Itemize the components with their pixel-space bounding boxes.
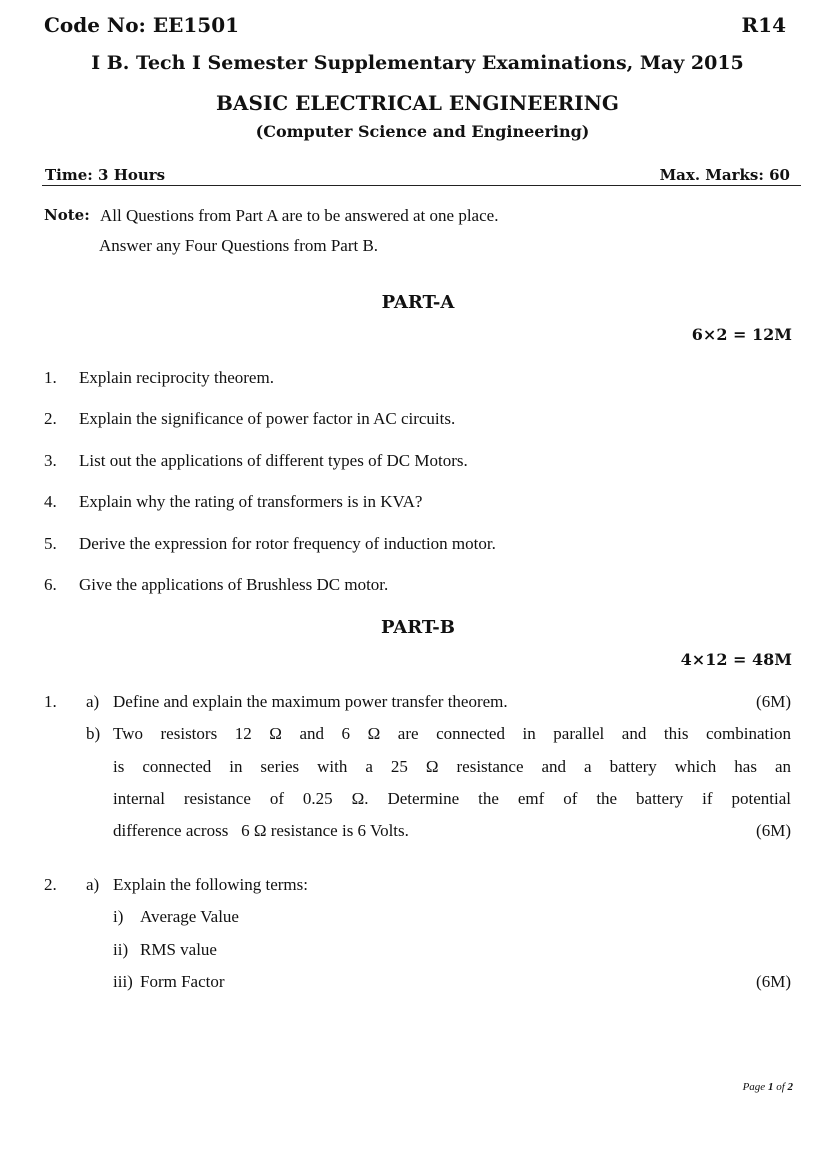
subpart-text: Define and explain the maximum power transfer theorem. [113,692,508,711]
question-number: 1. [44,368,57,387]
question-text: Explain why the rating of transformers is in KVA? [79,492,423,511]
question-number: 1. [44,692,57,711]
subpart-label: a) [86,692,100,711]
question-number: 4. [44,492,57,511]
exam-title: I B. Tech I Semester Supplementary Examinations, May 2015 [91,52,744,74]
part-b-marks: 4×12 = 48M [680,650,792,669]
note-label: Note: [44,206,90,224]
page-number: Page 1 of 2 [742,1081,793,1093]
note-line-2: Answer any Four Questions from Part B. [99,236,379,255]
term-label: iii) [113,972,133,991]
subpart-marks: (6M) [756,692,791,711]
header-divider [42,185,801,186]
question-number: 2. [44,409,57,428]
part-a-title: PART-A [381,292,455,313]
subpart-text-line: is connected in series with a 25 Ω resistance and a battery which has an [113,757,791,776]
subpart-marks: (6M) [756,821,791,840]
question-text: Derive the expression for rotor frequency of induction motor. [79,534,496,553]
subpart-text-line: Two resistors 12 Ω and 6 Ω are connected in parallel and this combination [113,724,791,743]
part-a-marks: 6×2 = 12M [691,325,792,344]
term-label: i) [113,907,124,926]
question-number: 2. [44,875,57,894]
term-label: ii) [113,940,129,959]
subpart-label: b) [86,724,101,743]
question-text: List out the applications of different types of DC Motors. [79,451,468,470]
exam-code: Code No: EE1501 [44,13,240,37]
subpart-label: a) [86,875,100,894]
regulation-code: R14 [741,13,786,37]
question-text: Give the applications of Brushless DC motor. [79,575,389,594]
term-text: RMS value [140,940,217,959]
term-text: Average Value [140,907,239,926]
question-number: 5. [44,534,57,553]
note-line-1: All Questions from Part A are to be answered at one place. [100,206,499,225]
exam-duration: Time: 3 Hours [45,166,166,184]
part-b-title: PART-B [381,617,455,638]
question-number: 6. [44,575,57,594]
question-number: 3. [44,451,57,470]
subpart-text: Explain the following terms: [113,875,308,894]
question-marks: (6M) [756,972,791,991]
subpart-text-line: internal resistance of 0.25 Ω. Determine the emf of the battery if potential [113,789,791,808]
question-text: Explain the significance of power factor in AC circuits. [79,409,456,428]
subject-title: BASIC ELECTRICAL ENGINEERING [216,91,619,115]
max-marks: Max. Marks: 60 [659,166,790,184]
question-text: Explain reciprocity theorem. [79,368,274,387]
branch-title: (Computer Science and Engineering) [255,122,590,141]
subpart-text-line: difference across 6 Ω resistance is 6 Volts. [113,821,409,840]
term-text: Form Factor [140,972,225,991]
